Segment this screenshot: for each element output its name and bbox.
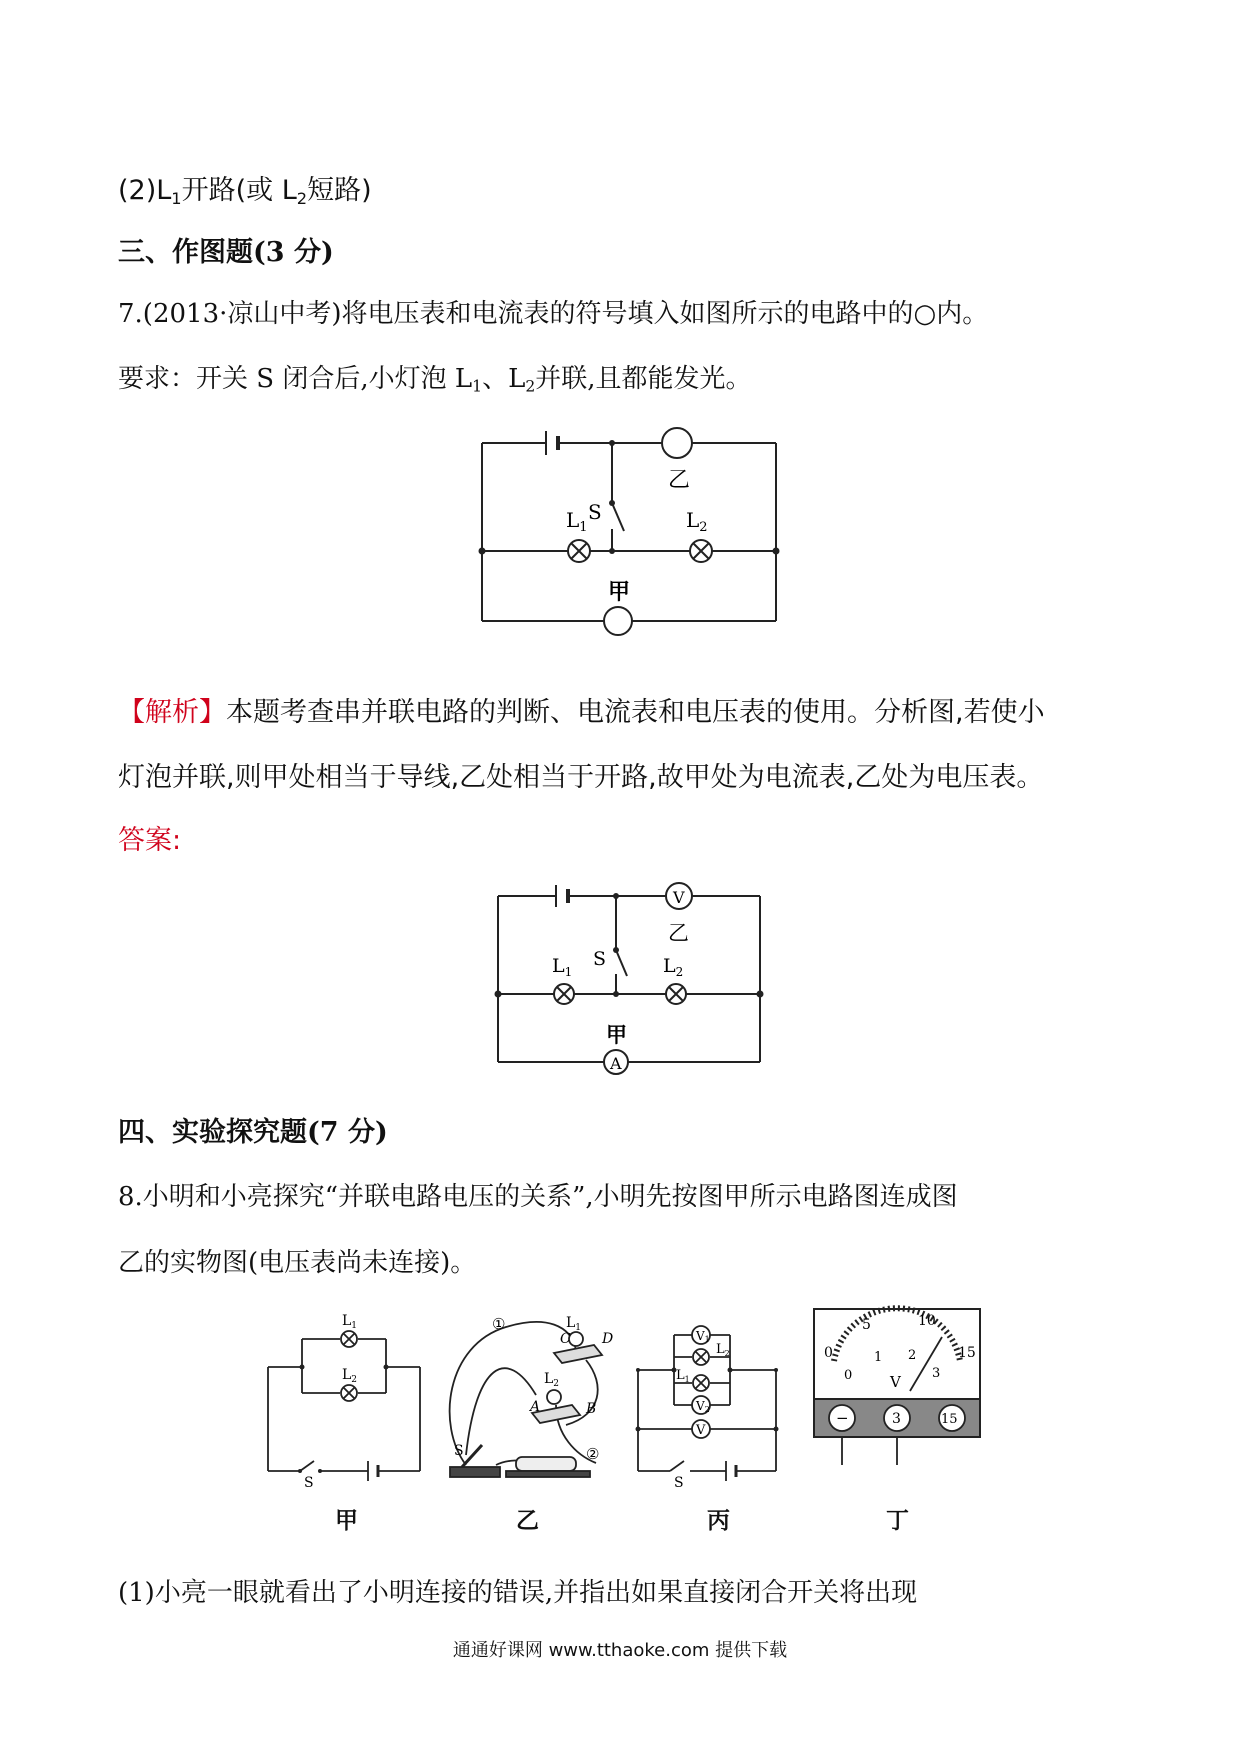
q8-sub-question-1: (1)小亮一眼就看出了小明连接的错误,并指出如果直接闭合开关将出现 <box>118 1578 918 1608</box>
scale-bottom-0: 0 <box>844 1368 853 1383</box>
figure-label-yi: 乙 <box>516 1508 539 1534</box>
figure-jia-circuit <box>262 1305 427 1490</box>
wire-1-label: ① <box>492 1315 506 1333</box>
lamp-l2-label: $L_2$ <box>716 1342 730 1358</box>
figure-bing-circuit <box>630 1305 785 1490</box>
switch-label: S <box>454 1443 464 1459</box>
lamp-l1-label: $L_1$ <box>552 955 573 979</box>
terminal-a-label: A <box>530 1399 541 1415</box>
scale-bottom-1: 1 <box>874 1350 883 1365</box>
terminal-b-label: B <box>586 1401 597 1417</box>
answer-circuit-diagram <box>488 880 778 1085</box>
figure-label-ding: 丁 <box>886 1508 909 1534</box>
section-4-heading: 四、实验探究题(7 分) <box>118 1117 388 1148</box>
switch-label: S <box>588 500 602 524</box>
scale-top-0: 0 <box>824 1345 833 1361</box>
yi-label: 乙 <box>668 468 691 493</box>
scale-top-5: 5 <box>862 1317 871 1333</box>
q8-line-1: 8.小明和小亮探究“并联电路电压的关系”,小明先按图甲所示电路图连成图 <box>118 1182 958 1212</box>
ammeter-symbol: A <box>610 1054 622 1073</box>
q8-line-2: 乙的实物图(电压表尚未连接)。 <box>118 1248 477 1278</box>
terminal-negative: − <box>836 1409 849 1427</box>
question-circuit-diagram <box>470 425 790 645</box>
scale-bottom-2: 2 <box>908 1348 917 1363</box>
meter-unit: V <box>890 1373 901 1391</box>
voltmeter-v2-symbol: V2 <box>696 1399 710 1414</box>
lamp-l2-label: $L_2$ <box>663 955 684 979</box>
terminal-c-label: C <box>560 1331 571 1347</box>
voltmeter-v-symbol: V <box>696 1423 706 1438</box>
terminal-d-label: D <box>602 1331 614 1347</box>
figure-ding-voltmeter <box>810 1305 985 1490</box>
answer-label: 答案: <box>118 825 182 856</box>
wire-2-label: ② <box>586 1445 600 1463</box>
figure-label-bing: 丙 <box>707 1508 730 1534</box>
lamp-l1-label: $L_1$ <box>342 1313 358 1331</box>
lamp-l2-label: $L_2$ <box>544 1371 560 1389</box>
switch-label: S <box>674 1475 684 1490</box>
jia-label: 甲 <box>608 579 631 605</box>
lamp-l1-label: $L_1$ <box>566 508 588 535</box>
scale-top-10: 10 <box>918 1313 936 1329</box>
figure-label-jia: 甲 <box>335 1508 358 1534</box>
analysis-line-1: 【解析】本题考查串并联电路的判断、电流表和电压表的使用。分析图,若使小 <box>118 697 1045 728</box>
lamp-l1-label: $L_1$ <box>676 1368 690 1384</box>
switch-label: S <box>593 948 607 970</box>
scale-top-15: 15 <box>958 1345 976 1361</box>
terminal-3: 3 <box>892 1411 901 1427</box>
answer-line-2: $(2)L_1$开路(或 $L_2$短路) <box>118 175 372 208</box>
q7-line-2: 要求：开关 S 闭合后,小灯泡 $L_1$、$L_2$并联,且都能发光。 <box>118 364 752 396</box>
scale-bottom-3: 3 <box>932 1366 941 1381</box>
yi-label: 乙 <box>668 921 689 945</box>
analysis-tag: 【解析】 <box>118 697 226 728</box>
voltmeter-v1-symbol: V1 <box>696 1329 710 1344</box>
analysis-line-2: 灯泡并联,则甲处相当于导线,乙处相当于开路,故甲处为电流表,乙处为电压表。 <box>118 762 1044 793</box>
figure-yi-physical-setup <box>436 1305 621 1490</box>
voltmeter-symbol: V <box>673 888 685 907</box>
q7-line-1: 7.(2013·凉山中考)将电压表和电流表的符号填入如图所示的电路中的○内。 <box>118 299 989 329</box>
switch-label: S <box>304 1475 314 1490</box>
jia-label: 甲 <box>606 1022 627 1047</box>
terminal-15: 15 <box>941 1412 958 1427</box>
lamp-l2-label: $L_2$ <box>686 508 708 535</box>
page-footer: 通通好课网 www.tthaoke.com 提供下载 <box>452 1640 788 1661</box>
lamp-l2-label: $L_2$ <box>342 1367 358 1385</box>
lamp-l1-label: $L_1$ <box>566 1315 582 1333</box>
section-3-heading: 三、作图题(3 分) <box>118 237 334 268</box>
